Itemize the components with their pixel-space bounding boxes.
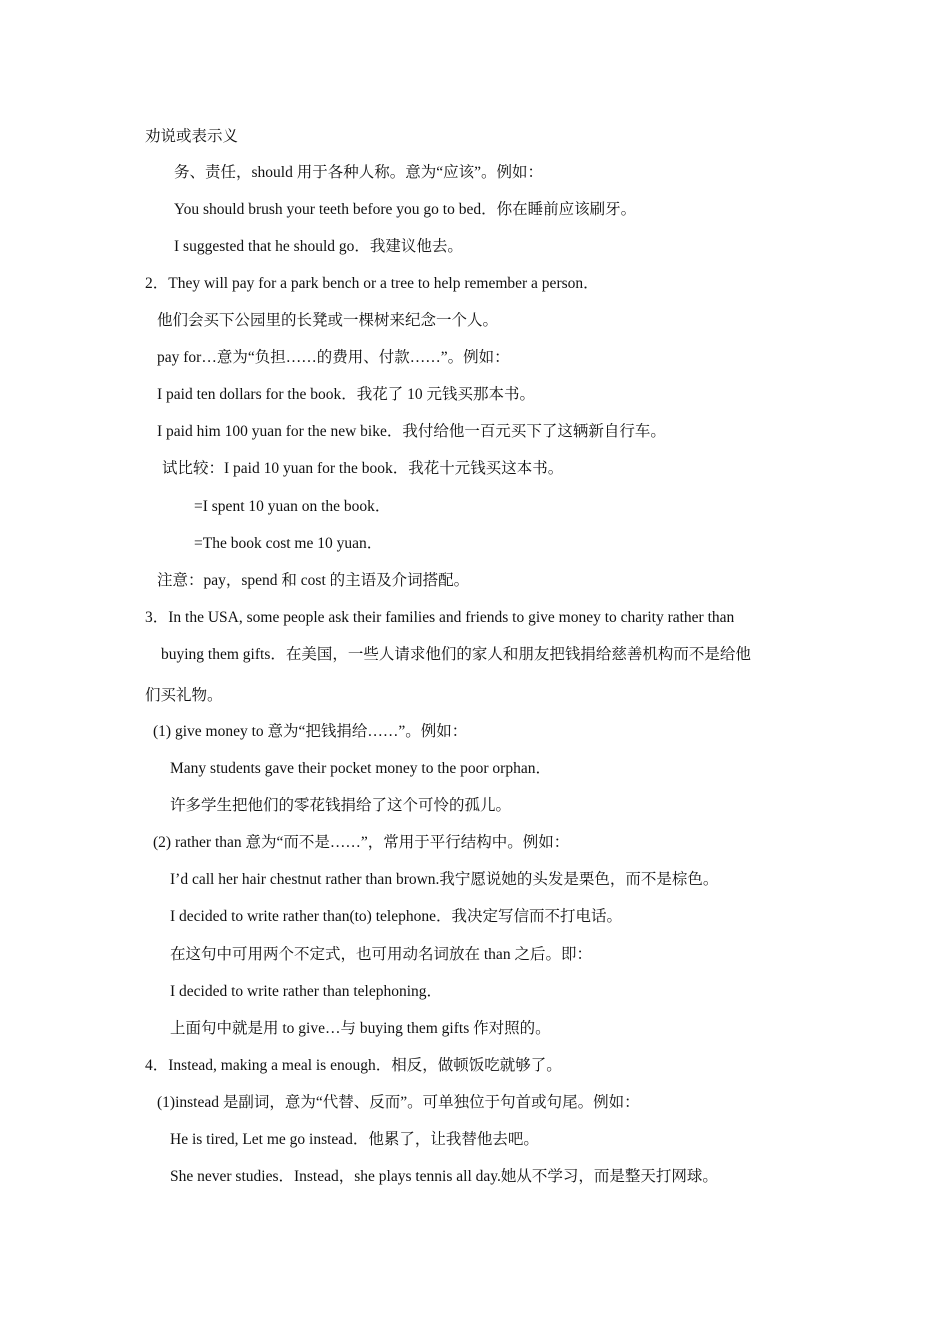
text-line: Many students gave their pocket money to the poor orphan．: [170, 760, 551, 777]
text-line: 上面句中就是用 to give…与 buying them gifts 作对照的。: [170, 1020, 551, 1037]
text-line: 他们会买下公园里的长凳或一棵树来纪念一个人。: [157, 312, 499, 329]
text-line: buying them gifts．在美国，一些人请求他们的家人和朋友把钱捐给慈善机构而不是给他: [161, 646, 751, 663]
text-line: I paid ten dollars for the book．我花了 10 元钱买那本书。: [157, 386, 535, 403]
text-line: 2．They will pay for a park bench or a tree to help remember a person．: [145, 275, 599, 292]
text-line: I suggested that he should go．我建议他去。: [174, 238, 463, 255]
text-line: 3．In the USA, some people ask their families and friends to give money to charity rather than: [145, 609, 735, 626]
text-line: pay for…意为“负担……的费用、付款……”。例如：: [157, 349, 510, 366]
text-line: 务、责任，should 用于各种人称。意为“应该”。例如：: [174, 164, 543, 181]
text-line: =I spent 10 yuan on the book．: [194, 498, 391, 515]
text-line: =The book cost me 10 yuan．: [194, 535, 383, 552]
text-line: 在这句中可用两个不定式，也可用动名词放在 than 之后。即：: [170, 946, 592, 963]
text-line: 注意：pay，spend 和 cost 的主语及介词搭配。: [157, 572, 470, 589]
text-line: 们买礼物。: [145, 687, 223, 704]
text-line: I’d call her hair chestnut rather than brown.我宁愿说她的头发是栗色，而不是棕色。: [170, 871, 719, 888]
text-line: I paid him 100 yuan for the new bike．我付给他一百元买下了这辆新自行车。: [157, 423, 666, 440]
text-line: 试比较：I paid 10 yuan for the book．我花十元钱买这本书。: [162, 460, 564, 477]
text-line: 许多学生把他们的零花钱捐给了这个可怜的孤儿。: [170, 797, 512, 814]
text-line: He is tired, Let me go instead．他累了，让我替他去吧。: [170, 1131, 539, 1148]
text-line: (1) give money to 意为“把钱捐给……”。例如：: [153, 723, 468, 740]
text-line: I decided to write rather than telephoning．: [170, 983, 443, 1000]
text-line: (1)instead 是副词，意为“代替、反而”。可单独位于句首或句尾。例如：: [157, 1094, 640, 1111]
text-line: I decided to write rather than(to) telephone．我决定写信而不打电话。: [170, 908, 622, 925]
text-line: You should brush your teeth before you go to bed．你在睡前应该刷牙。: [174, 201, 637, 218]
text-line: 劝说或表示义: [145, 128, 239, 145]
text-line: 4．Instead, making a meal is enough．相反，做顿饭吃就够了。: [145, 1057, 562, 1074]
text-line: (2) rather than 意为“而不是……”，常用于平行结构中。例如：: [153, 834, 570, 851]
text-line: She never studies．Instead，she plays tennis all day.她从不学习，而是整天打网球。: [170, 1168, 718, 1185]
